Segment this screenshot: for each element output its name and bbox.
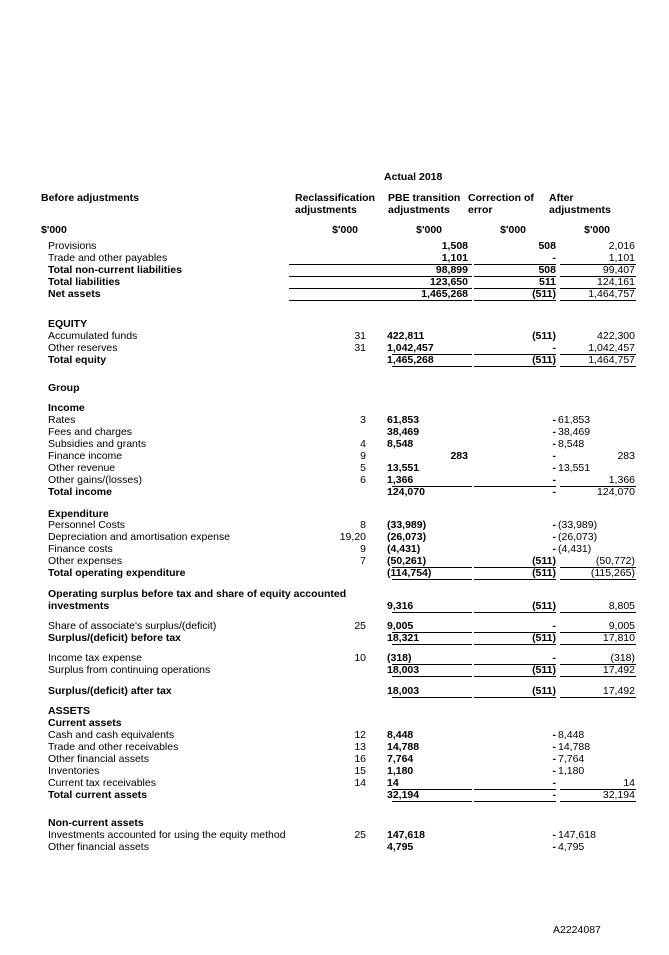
row-label: Total equity	[48, 354, 107, 366]
row-label: investments	[48, 600, 110, 612]
rule-line	[560, 300, 636, 301]
rule-line	[560, 288, 636, 289]
row-correction-value: -	[552, 426, 556, 438]
row-correction-value: -	[552, 620, 556, 632]
rule-line	[474, 644, 556, 645]
row-before-value: 124,070	[387, 486, 425, 498]
rule-line	[474, 300, 556, 301]
row-correction-value: 508	[538, 240, 556, 252]
rule-line	[392, 676, 472, 677]
row-after-value: 422,300	[597, 330, 635, 342]
row-before-value: 422,811	[387, 330, 425, 342]
row-before-value: 18,003	[387, 664, 420, 676]
row-after-value: 147,618	[558, 829, 596, 841]
after-adjustments-heading-2: adjustments	[549, 204, 611, 216]
rule-line	[474, 366, 556, 367]
row-pbe-value: 1,465,268	[421, 288, 468, 300]
row-after-value: 4,795	[558, 841, 585, 853]
rule-line	[474, 264, 556, 265]
row-before-value: 8,448	[387, 729, 414, 741]
reclassification-heading: Reclassification	[295, 192, 375, 204]
row-correction-value: -	[552, 789, 556, 801]
row-after-value: 1,180	[558, 765, 585, 777]
row-after-value: 2,016	[608, 240, 635, 252]
row-label: Finance costs	[48, 543, 113, 555]
rule-line	[560, 664, 636, 665]
row-after-value: 1,042,457	[588, 342, 635, 354]
rule-line	[392, 354, 472, 355]
row-note: 31	[354, 330, 366, 342]
row-correction-value: (511)	[532, 555, 556, 567]
units-pbe: $'000	[416, 224, 442, 236]
row-after-value: 13,551	[558, 462, 591, 474]
row-correction-value: 508	[538, 264, 556, 276]
row-before-value: (4,431)	[387, 543, 421, 555]
rule-line	[560, 276, 636, 277]
rule-line	[392, 567, 472, 568]
row-after-value: 38,469	[558, 426, 591, 438]
row-label: Investments accounted for using the equity method	[48, 829, 286, 841]
row-note: 25	[354, 620, 366, 632]
row-after-value: 99,407	[602, 264, 635, 276]
row-before-value: 14	[387, 777, 399, 789]
row-after-value: (318)	[610, 652, 635, 664]
row-note: 9	[360, 543, 366, 555]
rule-line	[289, 300, 472, 301]
rule-line	[560, 612, 636, 613]
row-label: Group	[48, 382, 80, 394]
row-after-value: (115,265)	[590, 567, 635, 579]
row-label: Finance income	[48, 450, 123, 462]
row-before-value: 38,469	[387, 426, 420, 438]
row-label: Depreciation and amortisation expense	[48, 531, 231, 543]
rule-line	[560, 354, 636, 355]
row-label: Other reserves	[48, 342, 118, 354]
row-label: Income tax expense	[48, 652, 142, 664]
row-note: 6	[360, 474, 366, 486]
row-before-value: (50,261)	[387, 555, 427, 567]
rule-line	[474, 612, 556, 613]
row-after-value: 17,492	[602, 685, 635, 697]
rule-line	[560, 801, 636, 802]
units-correction: $'000	[500, 224, 526, 236]
units-label: $'000	[41, 224, 67, 236]
row-correction-value: -	[552, 652, 556, 664]
row-before-value: 61,853	[387, 414, 420, 426]
row-note: 16	[354, 753, 366, 765]
rule-line	[392, 697, 472, 698]
row-after-value: 14,788	[558, 741, 591, 753]
row-note: 9	[360, 450, 366, 462]
rule-line	[474, 276, 556, 277]
row-label: Provisions	[48, 240, 97, 252]
row-before-value: 147,618	[387, 829, 425, 841]
row-label: Accumulated funds	[48, 330, 138, 342]
row-label: Cash and cash equivalents	[48, 729, 175, 741]
rule-line	[474, 664, 556, 665]
row-before-value: 32,194	[387, 789, 420, 801]
row-label: Trade and other receivables	[48, 741, 179, 753]
row-correction-value: -	[552, 531, 556, 543]
document-code: A2224087	[553, 924, 601, 936]
rule-line	[474, 676, 556, 677]
row-before-value: 4,795	[387, 841, 414, 853]
row-after-value: 283	[617, 450, 635, 462]
row-correction-value: (511)	[532, 600, 556, 612]
row-correction-value: -	[552, 519, 556, 531]
row-correction-value: (511)	[532, 632, 556, 644]
row-before-value: (33,989)	[387, 519, 427, 531]
rule-line	[560, 676, 636, 677]
row-before-value: 1,042,457	[387, 342, 434, 354]
row-after-value: 14	[623, 777, 635, 789]
row-note: 3	[360, 414, 366, 426]
row-before-value: 9,005	[387, 620, 414, 632]
row-after-value: 61,853	[558, 414, 591, 426]
row-correction-value: -	[552, 438, 556, 450]
row-label: Rates	[48, 414, 76, 426]
row-label: Current tax receivables	[48, 777, 156, 789]
row-correction-value: -	[552, 777, 556, 789]
row-before-value: 7,764	[387, 753, 414, 765]
row-note: 25	[354, 829, 366, 841]
rule-line	[392, 664, 472, 665]
rule-line	[474, 354, 556, 355]
row-after-value: 9,005	[608, 620, 635, 632]
rule-line	[560, 789, 636, 790]
row-note: 12	[354, 729, 366, 741]
after-adjustments-heading: After	[549, 192, 574, 204]
row-note: 31	[354, 342, 366, 354]
row-after-value: 1,464,757	[588, 288, 635, 300]
row-before-value: 1,180	[387, 765, 414, 777]
row-label: Subsidies and grants	[48, 438, 147, 450]
row-after-value: 1,464,757	[588, 354, 635, 366]
row-correction-value: -	[552, 765, 556, 777]
row-label: Fees and charges	[48, 426, 133, 438]
row-label: Other financial assets	[48, 753, 149, 765]
row-label: Total income	[48, 486, 112, 498]
rule-line	[392, 801, 472, 802]
correction-heading: Correction of	[468, 192, 534, 204]
row-label: Expenditure	[48, 508, 109, 520]
rule-line	[560, 567, 636, 568]
row-after-value: 8,448	[558, 729, 585, 741]
row-correction-value: -	[552, 543, 556, 555]
row-after-value: 8,548	[558, 438, 585, 450]
row-correction-value: -	[552, 829, 556, 841]
rule-line	[392, 612, 472, 613]
row-after-value: (4,431)	[558, 543, 592, 555]
row-note: 19,20	[339, 531, 366, 543]
pbe-transition-heading-2: adjustments	[388, 204, 450, 216]
rule-line	[474, 486, 556, 487]
row-note: 8	[360, 519, 366, 531]
row-label: Surplus/(deficit) after tax	[48, 685, 172, 697]
pbe-transition-heading: PBE transition	[388, 192, 461, 204]
row-after-value: (50,772)	[595, 555, 635, 567]
row-after-value: 124,070	[597, 486, 635, 498]
row-note: 14	[354, 777, 366, 789]
row-label: Other revenue	[48, 462, 116, 474]
rule-line	[474, 789, 556, 790]
row-label: Share of associate's surplus/(deficit)	[48, 620, 217, 632]
row-label: ASSETS	[48, 705, 91, 717]
row-note: 10	[354, 652, 366, 664]
units-after: $'000	[584, 224, 610, 236]
rule-line	[560, 366, 636, 367]
row-correction-value: 511	[539, 276, 556, 288]
row-label: Total current assets	[48, 789, 148, 801]
row-after-value: 124,161	[597, 276, 635, 288]
row-label: Total operating expenditure	[48, 567, 186, 579]
rule-line	[560, 697, 636, 698]
period-heading: Actual 2018	[384, 171, 443, 183]
row-correction-value: (511)	[532, 664, 556, 676]
row-after-value: (26,073)	[558, 531, 598, 543]
correction-heading-2: error	[468, 204, 493, 216]
rule-line	[474, 567, 556, 568]
rule-line	[392, 644, 472, 645]
rule-line	[392, 486, 472, 487]
rule-line	[560, 632, 636, 633]
row-before-value: (318)	[387, 652, 412, 664]
row-after-value: 7,764	[558, 753, 585, 765]
row-before-value: (114,754)	[387, 567, 432, 579]
row-before-value: 18,003	[387, 685, 420, 697]
row-label: Personnel Costs	[48, 519, 126, 531]
rule-line	[392, 366, 472, 367]
rule-line	[560, 264, 636, 265]
row-pbe-value: 98,899	[435, 264, 468, 276]
rule-line	[392, 789, 472, 790]
rule-line	[560, 486, 636, 487]
rule-line	[289, 288, 472, 289]
row-correction-value: -	[552, 474, 556, 486]
row-correction-value: -	[552, 462, 556, 474]
row-label: Current assets	[48, 717, 122, 729]
row-correction-value: (511)	[532, 354, 556, 366]
row-correction-value: -	[552, 486, 556, 498]
row-correction-value: -	[552, 450, 556, 462]
before-adjustments-heading: Before adjustments	[41, 192, 140, 204]
row-before-value: 1,465,268	[387, 354, 434, 366]
row-label: Inventories	[48, 765, 100, 777]
row-note: 15	[354, 765, 366, 777]
row-before-value: 8,548	[387, 438, 414, 450]
row-label: Surplus from continuing operations	[48, 664, 211, 676]
row-pbe-value: 1,101	[441, 252, 468, 264]
row-before-value: (26,073)	[387, 531, 427, 543]
row-note: 4	[360, 438, 366, 450]
row-label: Other gains/(losses)	[48, 474, 142, 486]
row-pbe-value: 123,650	[430, 276, 468, 288]
reclassification-heading-2: adjustments	[295, 204, 357, 216]
rule-line	[474, 288, 556, 289]
row-note: 5	[360, 462, 366, 474]
row-correction-value: -	[552, 342, 556, 354]
row-note: 13	[354, 741, 366, 753]
rule-line	[392, 632, 472, 633]
row-before-value: 13,551	[387, 462, 420, 474]
row-label: Operating surplus before tax and share of equity accounted	[48, 588, 347, 600]
row-label: Surplus/(deficit) before tax	[48, 632, 182, 644]
units-reclass: $'000	[332, 224, 358, 236]
row-after-value: 17,810	[602, 632, 635, 644]
row-before-value: 18,321	[387, 632, 420, 644]
row-after-value: 1,366	[608, 474, 635, 486]
rule-line	[474, 697, 556, 698]
row-before-value: 14,788	[387, 741, 420, 753]
row-label: Net assets	[48, 288, 101, 300]
rule-line	[392, 579, 472, 580]
rule-line	[474, 632, 556, 633]
row-label: Trade and other payables	[48, 252, 168, 264]
row-correction-value: (511)	[532, 567, 556, 579]
rule-line	[289, 276, 472, 277]
row-before-value: 9,316	[387, 600, 414, 612]
row-correction-value: -	[552, 414, 556, 426]
row-correction-value: -	[552, 753, 556, 765]
row-note: 7	[360, 555, 366, 567]
row-label: Total non-current liabilities	[48, 264, 182, 276]
row-label: Other financial assets	[48, 841, 149, 853]
rule-line	[560, 644, 636, 645]
rule-line	[474, 579, 556, 580]
row-correction-value: (511)	[532, 288, 556, 300]
row-label: Non-current assets	[48, 817, 144, 829]
row-before-value: 1,366	[387, 474, 414, 486]
row-correction-value: -	[552, 252, 556, 264]
row-correction-value: -	[552, 841, 556, 853]
row-correction-value: (511)	[532, 330, 556, 342]
row-label: Total liabilities	[48, 276, 121, 288]
row-pbe-value: 1,508	[441, 240, 468, 252]
row-after-value: 32,194	[602, 789, 635, 801]
row-after-value: 17,492	[602, 664, 635, 676]
row-label: Income	[48, 402, 85, 414]
row-correction-value: -	[552, 729, 556, 741]
row-pbe-value: 283	[450, 450, 468, 462]
rule-line	[474, 801, 556, 802]
row-correction-value: -	[552, 741, 556, 753]
rule-line	[289, 264, 472, 265]
row-correction-value: (511)	[532, 685, 556, 697]
row-after-value: 8,805	[608, 600, 635, 612]
row-after-value: 1,101	[608, 252, 635, 264]
row-label: EQUITY	[48, 318, 88, 330]
row-label: Other expenses	[48, 555, 123, 567]
row-after-value: (33,989)	[558, 519, 598, 531]
rule-line	[560, 579, 636, 580]
